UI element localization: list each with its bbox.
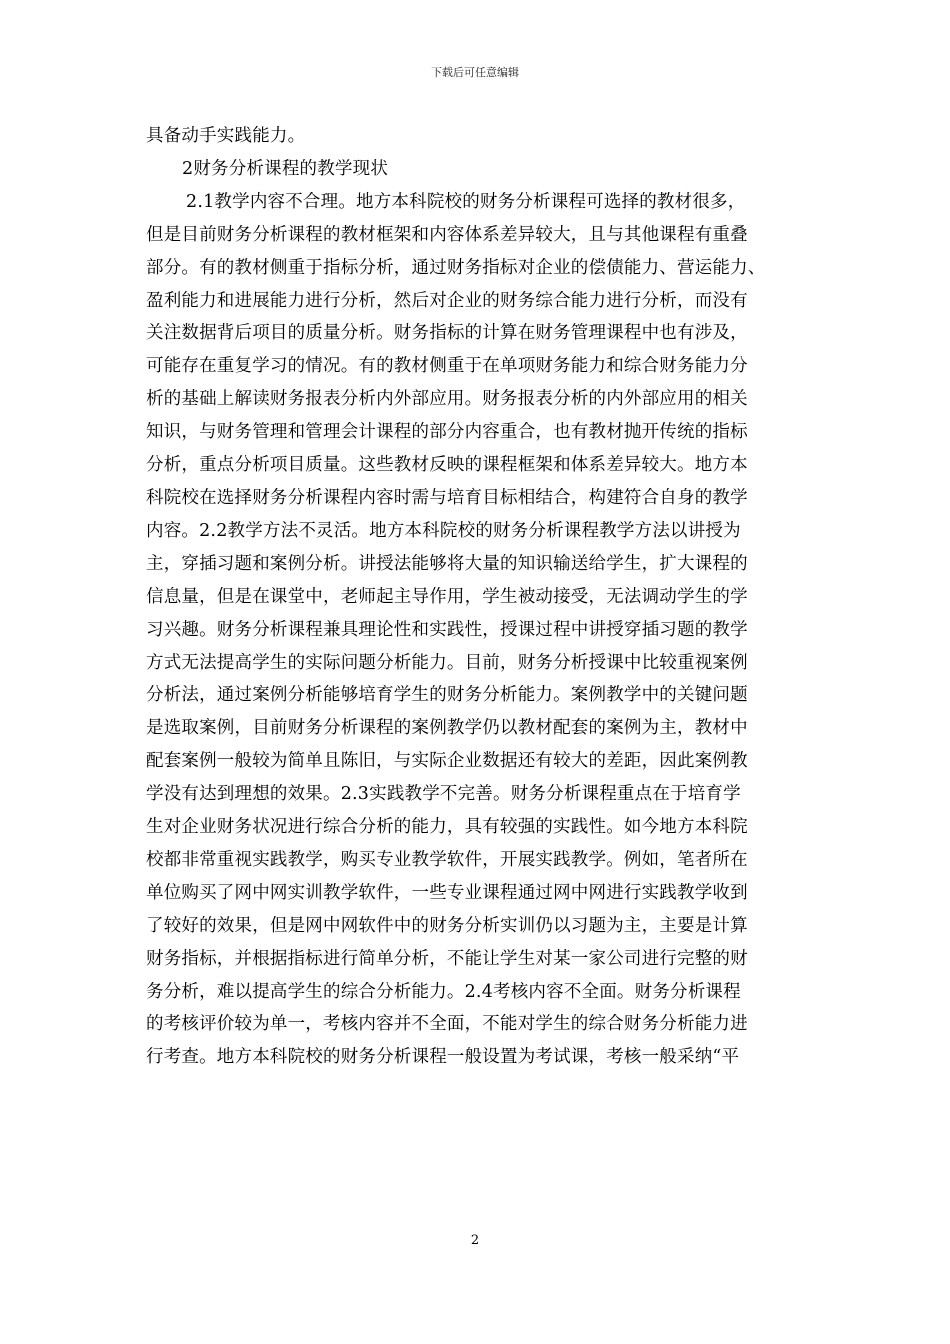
paragraph-line: 盈利能力和进展能力进行分析，然后对企业的财务综合能力进行分析，而没有 [146,290,748,311]
paragraph-line: 务分析，难以提高学生的综合分析能力。2.4考核内容不全面。财务分析课程 [146,981,741,1002]
paragraph-line: 分析，重点分析项目质量。这些教材反映的课程框架和体系差异较大。地方本 [146,455,748,476]
paragraph-line: 内容。2.2教学方法不灵活。地方本科院校的财务分析课程教学方法以讲授为 [146,520,741,541]
paragraph-line: 知识，与财务管理和管理会计课程的部分内容重合，也有教材抛开传统的指标 [146,422,748,443]
paragraph-line: 了较好的效果，但是网中网软件中的财务分析实训仍以习题为主，主要是计算 [146,915,748,936]
paragraph-line: 生对企业财务状况进行综合分析的能力，具有较强的实践性。如今地方本科院 [146,817,748,838]
paragraph-line: 关注数据背后项目的质量分析。财务指标的计算在财务管理课程中也有涉及， [146,323,748,344]
paragraph-line: 习兴趣。财务分析课程兼具理论性和实践性，授课过程中讲授穿插习题的教学 [146,619,748,640]
paragraph-line: 可能存在重复学习的情况。有的教材侧重于在单项财务能力和综合财务能力分 [146,356,748,377]
page-number: 2 [470,1233,480,1248]
paragraph-line: 校都非常重视实践教学，购买专业教学软件，开展实践教学。例如，笔者所在 [146,849,748,870]
paragraph-line: 的考核评价较为单一，考核内容并不全面，不能对学生的综合财务分析能力进 [146,1014,748,1035]
section-heading: 2财务分析课程的教学现状 [182,158,389,179]
paragraph-line: 财务指标，并根据指标进行简单分析，不能让学生对某一家公司进行完整的财 [146,948,748,969]
paragraph-line: 学没有达到理想的效果。2.3实践教学不完善。财务分析课程重点在于培育学 [146,784,741,805]
body-text [146,120,806,1074]
paragraph-line: 科院校在选择财务分析课程内容时需与培育目标相结合，构建符合自身的教学 [146,487,748,508]
paragraph-line: 部分。有的教材侧重于指标分析，通过财务指标对企业的偿债能力、营运能力、 [146,257,766,278]
paragraph-line: 主，穿插习题和案例分析。讲授法能够将大量的知识输送给学生，扩大课程的 [146,553,748,574]
paragraph-line: 具备动手实践能力。 [146,126,306,146]
paragraph-line: 配套案例一般较为简单且陈旧，与实际企业数据还有较大的差距，因此案例教 [146,751,748,772]
paragraph-line: 分析法，通过案例分析能够培育学生的财务分析能力。案例教学中的关键问题 [146,685,748,706]
paragraph-line: 析的基础上解读财务报表分析内外部应用。财务报表分析的内外部应用的相关 [146,389,748,410]
paragraph-line: 方式无法提高学生的实际问题分析能力。目前，财务分析授课中比较重视案例 [146,652,748,673]
paragraph-line: 2.1教学内容不合理。地方本科院校的财务分析课程可选择的教材很多， [186,191,746,212]
paragraph-line: 但是目前财务分析课程的教材框架和内容体系差异较大，且与其他课程有重叠 [146,224,748,245]
page-header: 下载后可任意编辑 [431,66,519,79]
paragraph-line: 是选取案例，目前财务分析课程的案例教学仍以教材配套的案例为主，教材中 [146,718,748,739]
paragraph-line: 单位购买了网中网实训教学软件，一些专业课程通过网中网进行实践教学收到 [146,882,748,903]
paragraph-line: 行考查。地方本科院校的财务分析课程一般设置为考试课，考核一般采纳“平 [146,1047,740,1068]
paragraph-line: 信息量，但是在课堂中，老师起主导作用，学生被动接受，无法调动学生的学 [146,586,748,607]
